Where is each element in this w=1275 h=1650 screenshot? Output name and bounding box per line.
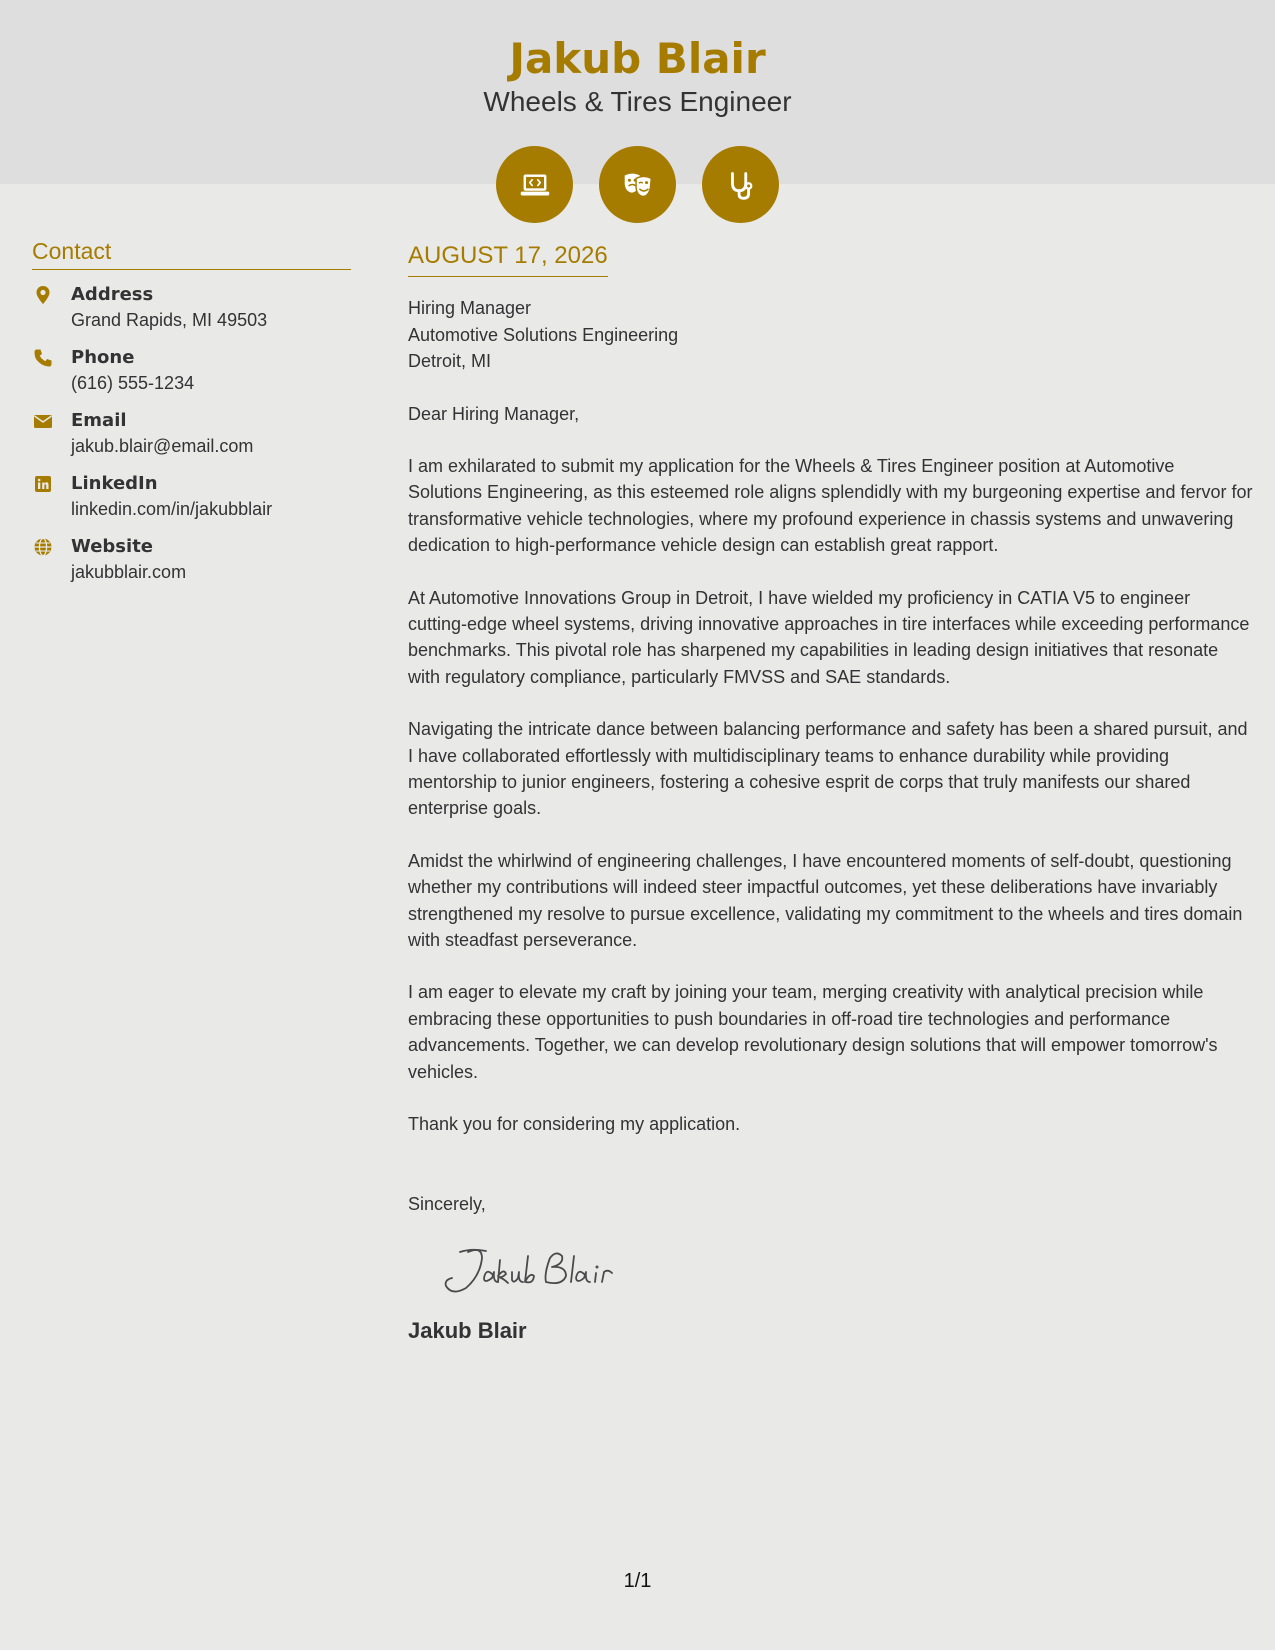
handwritten-signature [438,1240,1253,1298]
website-value: jakubblair.com [71,562,187,582]
signoff: Sincerely, [408,1194,486,1215]
letter-paragraph: I am exhilarated to submit my application for the Wheels & Tires Engineer position at Automotive Solutions Engineering, as this esteemed role aligns splendidly with my burgeoning expertise and fervor for transformative vehicle technologies, where my profound experience in chassis systems and unwavering dedication to high-performance vehicle design can establish great rapport. [408,455,1253,556]
stethoscope-icon [702,146,779,223]
contact-heading: Contact [32,238,351,270]
recipient-line: Detroit, MI [408,351,492,371]
linkedin-icon [32,473,54,495]
map-pin-icon [32,284,54,306]
letter-paragraph: Navigating the intricate dance between balancing performance and safety has been a shared pursuit, and I have collaborated effortlessly with multidisciplinary teams to enhance durability while providing mentorship to junior engineers, fostering a cohesive esprit de corps that truly manifests our shared enterprise goals. [408,719,1248,819]
letter-paragraph: Amidst the whirlwind of engineering challenges, I have encountered moments of self-doubt, questioning whether my contributions will indeed steer impactful outcomes, yet these deliberations have invariably strengthened my resolve to pursue excellence, validating my commitment to the wheels and tires domain with steadfast perseverance. [408,850,1243,950]
contact-item-linkedin [32,471,351,521]
letter-date: AUGUST 17, 2026 [408,240,608,277]
website-label: Website [71,536,154,557]
theater-masks-icon [599,146,676,223]
phone-value: (616) 555-1234 [71,373,195,393]
interest-icons [496,146,780,222]
recipient-line: Automotive Solutions Engineering [408,324,679,345]
address-value: Grand Rapids, MI 49503 [71,310,268,330]
candidate-name: Jakub Blair [509,34,766,83]
letter-paragraph: At Automotive Innovations Group in Detroit, I have wielded my proficiency in CATIA V5 to engineer cutting-edge wheel systems, driving innovative approaches in tire interfaces while exceeding performance benchmarks. This pivotal role has sharpened my capabilities in leading design initiatives that resonate with regulatory compliance, particularly FMVSS and SAE standards. [408,587,1250,687]
globe-icon [32,536,54,558]
email-value: jakub.blair@email.com [71,436,254,456]
linkedin-value: linkedin.com/in/jakubblair [71,499,273,519]
contact-item-website [32,534,351,584]
laptop-code-icon [496,146,573,223]
signer-name: Jakub Blair [408,1317,527,1343]
page-number: 1/1 [623,1570,652,1592]
contact-item-address [32,282,351,332]
phone-icon [32,347,54,369]
job-title: Wheels & Tires Engineer [483,86,792,117]
letter-body [408,240,1253,1344]
contact-item-email [32,408,351,458]
contact-item-phone [32,345,351,395]
envelope-icon [32,410,54,432]
linkedin-label: LinkedIn [71,473,158,494]
address-label: Address [71,284,154,305]
recipient-line: Hiring Manager [408,298,532,318]
recipient-block [408,295,1253,375]
phone-label: Phone [71,347,135,368]
contact-sidebar [32,238,351,597]
email-label: Email [71,410,127,431]
letter-paragraph: I am eager to elevate my craft by joining your team, merging creativity with analytical precision while embracing these opportunities to push boundaries in off-road tire technologies and performance advancements. Together, we can develop revolutionary design solutions that will empower tomorrow's vehicles. [408,982,1218,1082]
salutation: Dear Hiring Manager, [408,403,580,424]
closing-thanks: Thank you for considering my application. [408,1114,741,1135]
